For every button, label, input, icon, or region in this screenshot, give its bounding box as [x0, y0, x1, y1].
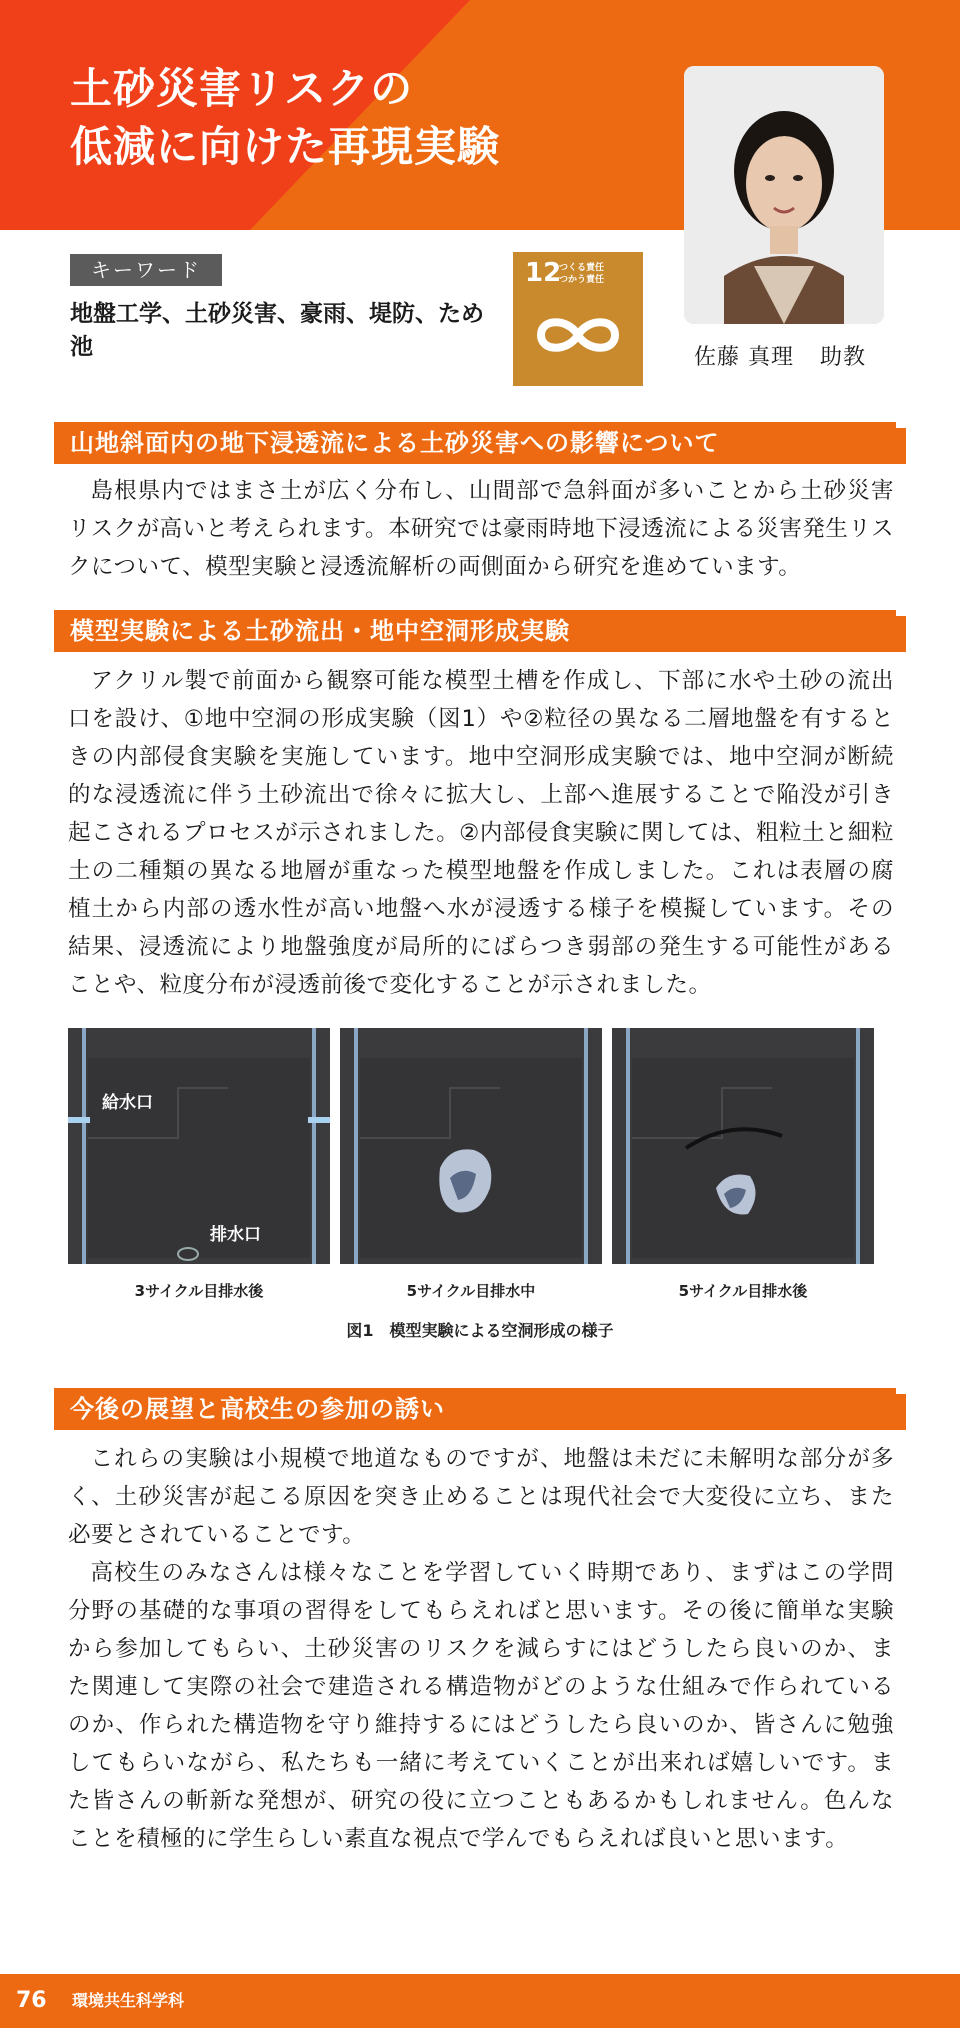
figure-photo-1	[68, 1028, 330, 1264]
title-line-2: 低減に向けた再現実験	[70, 122, 501, 171]
section-body-3	[68, 1440, 894, 1858]
keyword-label: キーワード	[70, 254, 222, 286]
photo-caption-3: 5サイクル目排水後	[678, 1282, 808, 1300]
paragraph: これらの実験は小規模で地道なものですが、地盤は未だに未解明な部分が多く、土砂災害が起こる原因を突き止めることは現代社会で大変役に立ち、また必要とされていることです。	[68, 1446, 894, 1548]
paragraph: アクリル製で前面から観察可能な模型土槽を作成し、下部に水や土砂の流出口を設け、①地中空洞の形成実験（図1）や②粒径の異なる二層地盤を有するときの内部侵食実験を実施しています。地中空洞形成実験では、地中空洞が断続的な浸透流に伴う土砂流出で徐々に拡大し、上部へ進展することで陥没が引き起こされるプロセスが示されました。②内部侵食実験に関しては、粗粒土と細粒土の二種類の異なる地層が重なった模型地盤を作成しました。これは表層の腐植土から内部の透水性が高い地盤へ水が浸透する様子を模擬しています。その結果、浸透流により地盤強度が局所的にばらつき弱部の発生する可能性があることや、粒度分布が浸透前後で変化することが示されました。	[68, 668, 894, 998]
figure-photo-3	[612, 1028, 874, 1264]
portrait-illustration	[684, 66, 884, 324]
infinity-icon	[533, 310, 623, 360]
soil-tank-image	[68, 1028, 330, 1264]
paragraph: 高校生のみなさんは様々なことを学習していく時期であり、まずはこの学問分野の基礎的な事項の習得をしてもらえればと思います。その後に簡単な実験から参加してもらい、土砂災害のリスクを減らすにはどうしたら良いのか、また関連して実際の社会で建造される構造物がどのような仕組みで作られているのか、作られた構造物を守り維持するにはどうしたら良いのか、皆さんに勉強してもらいながら、私たちも一緒に考えていくことが出来れば嬉しいです。また皆さんの斬新な発想が、研究の役に立つこともあるかもしれません。色んなことを積極的に学生らしい素直な視点で学んでもらえれば良いと思います。	[68, 1560, 894, 1852]
page-title	[70, 60, 500, 176]
paragraph: 島根県内ではまさ土が広く分布し、山間部で急斜面が多いことから土砂災害リスクが高いと考えられます。本研究では豪雨時地下浸透流による災害発生リスクについて、模型実験と浸透流解析の両側面から研究を進めています。	[68, 478, 894, 580]
soil-tank-image	[340, 1028, 602, 1264]
photo-caption-1: 3サイクル目排水後	[134, 1282, 264, 1300]
soil-tank-image	[612, 1028, 874, 1264]
title-line-1: 土砂災害リスクの	[70, 64, 414, 113]
section-body-2	[68, 662, 894, 1004]
sdg-badge	[513, 252, 643, 386]
section-heading-2: 模型実験による土砂流出・地中空洞形成実験	[54, 610, 896, 652]
section-heading-3: 今後の展望と高校生の参加の誘い	[54, 1388, 896, 1430]
inlet-label: 給水口	[102, 1093, 153, 1113]
author-credit	[694, 340, 866, 371]
department-name: 環境共生科学科	[72, 1991, 185, 2010]
author-role: 助教	[820, 345, 867, 370]
section-heading-1: 山地斜面内の地下浸透流による土砂災害への影響について	[54, 422, 896, 464]
sdg-number: 12	[525, 258, 562, 288]
keyword-list: 地盤工学、土砂災害、豪雨、堤防、ため池	[70, 301, 484, 360]
sdg-label	[559, 262, 604, 286]
outlet-label: 排水口	[210, 1225, 261, 1245]
author-name: 佐藤 真理	[694, 345, 794, 370]
page-number: 76	[16, 1988, 47, 2013]
section-body-1	[68, 472, 894, 586]
figure-photo-2	[340, 1028, 602, 1264]
author-portrait	[684, 66, 884, 324]
sdg-label-line-1: つくる責任	[559, 263, 605, 273]
photo-caption-2: 5サイクル目排水中	[406, 1282, 536, 1300]
sdg-label-line-2: つかう責任	[559, 275, 605, 285]
figure-caption: 図1 模型実験による空洞形成の様子	[346, 1321, 614, 1340]
